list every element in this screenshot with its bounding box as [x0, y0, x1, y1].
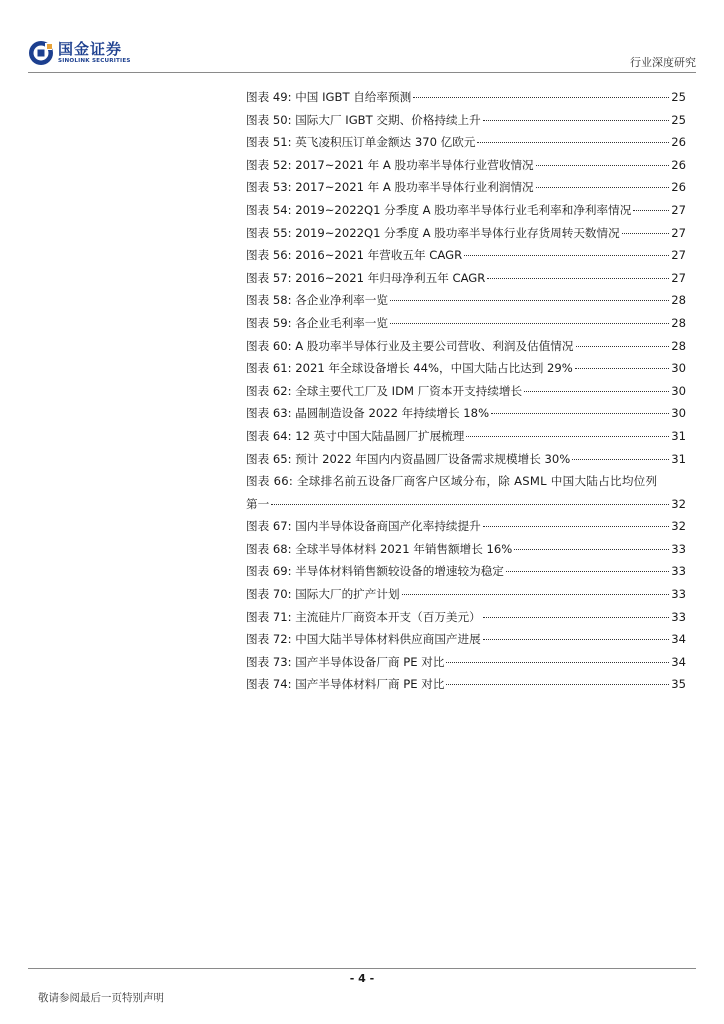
toc-entry[interactable] — [246, 651, 686, 674]
toc-entry[interactable] — [246, 606, 686, 629]
toc-entry[interactable] — [246, 199, 686, 222]
page-header — [28, 40, 696, 70]
toc-entry-page: 26 — [671, 135, 686, 150]
figure-list — [246, 86, 686, 696]
sinolink-logo-icon — [28, 40, 54, 66]
toc-entry-label: 图表 69: 半导体材料销售额较设备的增速较为稳定 — [246, 564, 504, 579]
toc-entry-label: 图表 73: 国产半导体设备厂商 PE 对比 — [246, 654, 445, 669]
toc-entry-label-cont: 第一 — [246, 496, 270, 511]
toc-entry-page: 32 — [671, 496, 686, 511]
toc-entry-page: 27 — [671, 202, 686, 217]
toc-entry[interactable] — [246, 515, 686, 538]
toc-entry-label: 图表 61: 2021 年全球设备增长 44%，中国大陆占比达到 29% — [246, 361, 573, 376]
toc-entry-page: 34 — [671, 632, 686, 647]
toc-entry-label: 图表 72: 中国大陆半导体材料供应商国产进展 — [246, 632, 481, 647]
toc-entry-page: 33 — [671, 587, 686, 602]
toc-entry-label: 图表 58: 各企业净利率一览 — [246, 293, 388, 308]
toc-entry-line2[interactable] — [246, 493, 686, 516]
toc-entry[interactable] — [246, 86, 686, 109]
toc-entry[interactable] — [246, 222, 686, 245]
toc-entry[interactable] — [246, 628, 686, 651]
toc-entry-label: 图表 63: 晶圆制造设备 2022 年持续增长 18% — [246, 406, 490, 421]
toc-entry-label: 图表 60: A 股功率半导体行业及主要公司营收、利润及估值情况 — [246, 338, 574, 353]
footer-divider — [28, 968, 696, 969]
toc-entry[interactable] — [246, 538, 686, 561]
toc-entry-label: 图表 51: 英飞凌积压订单金额达 370 亿欧元 — [246, 135, 476, 150]
toc-entry-label: 图表 54: 2019~2022Q1 分季度 A 股功率半导体行业毛利率和净利率情况 — [246, 202, 632, 217]
toc-entry[interactable] — [246, 154, 686, 177]
toc-entry-label: 图表 55: 2019~2022Q1 分季度 A 股功率半导体行业存货周转天数情况 — [246, 225, 620, 240]
toc-entry[interactable] — [246, 357, 686, 380]
toc-entry-label: 图表 50: 国际大厂 IGBT 交期、价格持续上升 — [246, 112, 481, 127]
toc-entry-label: 图表 53: 2017~2021 年 A 股功率半导体行业利润情况 — [246, 180, 534, 195]
toc-entry-label: 图表 57: 2016~2021 年归母净利五年 CAGR — [246, 270, 486, 285]
toc-entry[interactable] — [246, 673, 686, 696]
toc-entry-page: 26 — [671, 180, 686, 195]
toc-entry-page: 30 — [671, 383, 686, 398]
toc-entry-page: 33 — [671, 541, 686, 556]
toc-entry-page: 27 — [671, 248, 686, 263]
toc-entry[interactable] — [246, 131, 686, 154]
toc-entry-page: 31 — [671, 428, 686, 443]
toc-entry-page: 28 — [671, 338, 686, 353]
toc-entry-label: 图表 68: 全球半导体材料 2021 年销售额增长 16% — [246, 541, 513, 556]
toc-entry-page: 35 — [671, 677, 686, 692]
toc-entry-label: 图表 70: 国际大厂的扩产计划 — [246, 587, 400, 602]
toc-entry[interactable] — [246, 176, 686, 199]
toc-entry-label: 图表 62: 全球主要代工厂及 IDM 厂资本开支持续增长 — [246, 383, 523, 398]
report-section-title: 行业深度研究 — [630, 56, 696, 69]
toc-entry-label: 图表 56: 2016~2021 年营收五年 CAGR — [246, 248, 463, 263]
toc-entry[interactable] — [246, 109, 686, 132]
toc-entry-label: 图表 59: 各企业毛利率一览 — [246, 315, 388, 330]
toc-entry-label: 图表 64: 12 英寸中国大陆晶圆厂扩展梳理 — [246, 428, 465, 443]
toc-entry-label: 图表 67: 国内半导体设备商国产化率持续提升 — [246, 519, 481, 534]
disclaimer-note: 敬请参阅最后一页特别声明 — [38, 992, 164, 1004]
toc-entry-page: 26 — [671, 157, 686, 172]
toc-entry[interactable] — [246, 448, 686, 471]
toc-entry-page: 28 — [671, 315, 686, 330]
header-divider — [28, 72, 696, 73]
toc-entry-label: 图表 66: 全球排名前五设备厂商客户区域分布，除 ASML 中国大陆占比均位列 — [246, 474, 658, 489]
toc-entry[interactable] — [246, 289, 686, 312]
company-logo — [28, 40, 131, 66]
toc-entry[interactable] — [246, 560, 686, 583]
toc-entry-label: 图表 65: 预计 2022 年国内内资晶圆厂设备需求规模增长 30% — [246, 451, 571, 466]
toc-entry-label: 图表 49: 中国 IGBT 自给率预测 — [246, 90, 412, 104]
toc-entry-line1[interactable] — [246, 470, 686, 493]
toc-entry-label: 图表 71: 主流硅片厂商资本开支（百万美元） — [246, 609, 481, 624]
logo-chinese-name: 国金证券 — [58, 39, 123, 58]
toc-entry-page: 34 — [671, 654, 686, 669]
toc-entry[interactable] — [246, 335, 686, 358]
toc-entry[interactable] — [246, 380, 686, 403]
toc-entry-page: 25 — [671, 90, 686, 104]
page-number: - 4 - — [349, 972, 375, 985]
toc-entry-page: 33 — [671, 609, 686, 624]
toc-entry[interactable] — [246, 583, 686, 606]
toc-entry-page: 25 — [671, 112, 686, 127]
toc-entry[interactable] — [246, 267, 686, 290]
toc-entry-page: 33 — [671, 564, 686, 579]
logo-english-name: SINOLINK SECURITIES — [58, 57, 131, 64]
toc-entry-page: 30 — [671, 406, 686, 421]
toc-entry-page: 31 — [671, 451, 686, 466]
toc-entry-page: 27 — [671, 225, 686, 240]
toc-entry[interactable] — [246, 402, 686, 425]
toc-entry-page: 30 — [671, 361, 686, 376]
toc-entry-page: 32 — [671, 519, 686, 534]
toc-entry[interactable] — [246, 425, 686, 448]
toc-entry[interactable] — [246, 244, 686, 267]
toc-entry[interactable] — [246, 312, 686, 335]
toc-entry-label: 图表 74: 国产半导体材料厂商 PE 对比 — [246, 677, 445, 692]
toc-entry-page: 27 — [671, 270, 686, 285]
toc-entry-label: 图表 52: 2017~2021 年 A 股功率半导体行业营收情况 — [246, 157, 534, 172]
toc-entry-page: 28 — [671, 293, 686, 308]
